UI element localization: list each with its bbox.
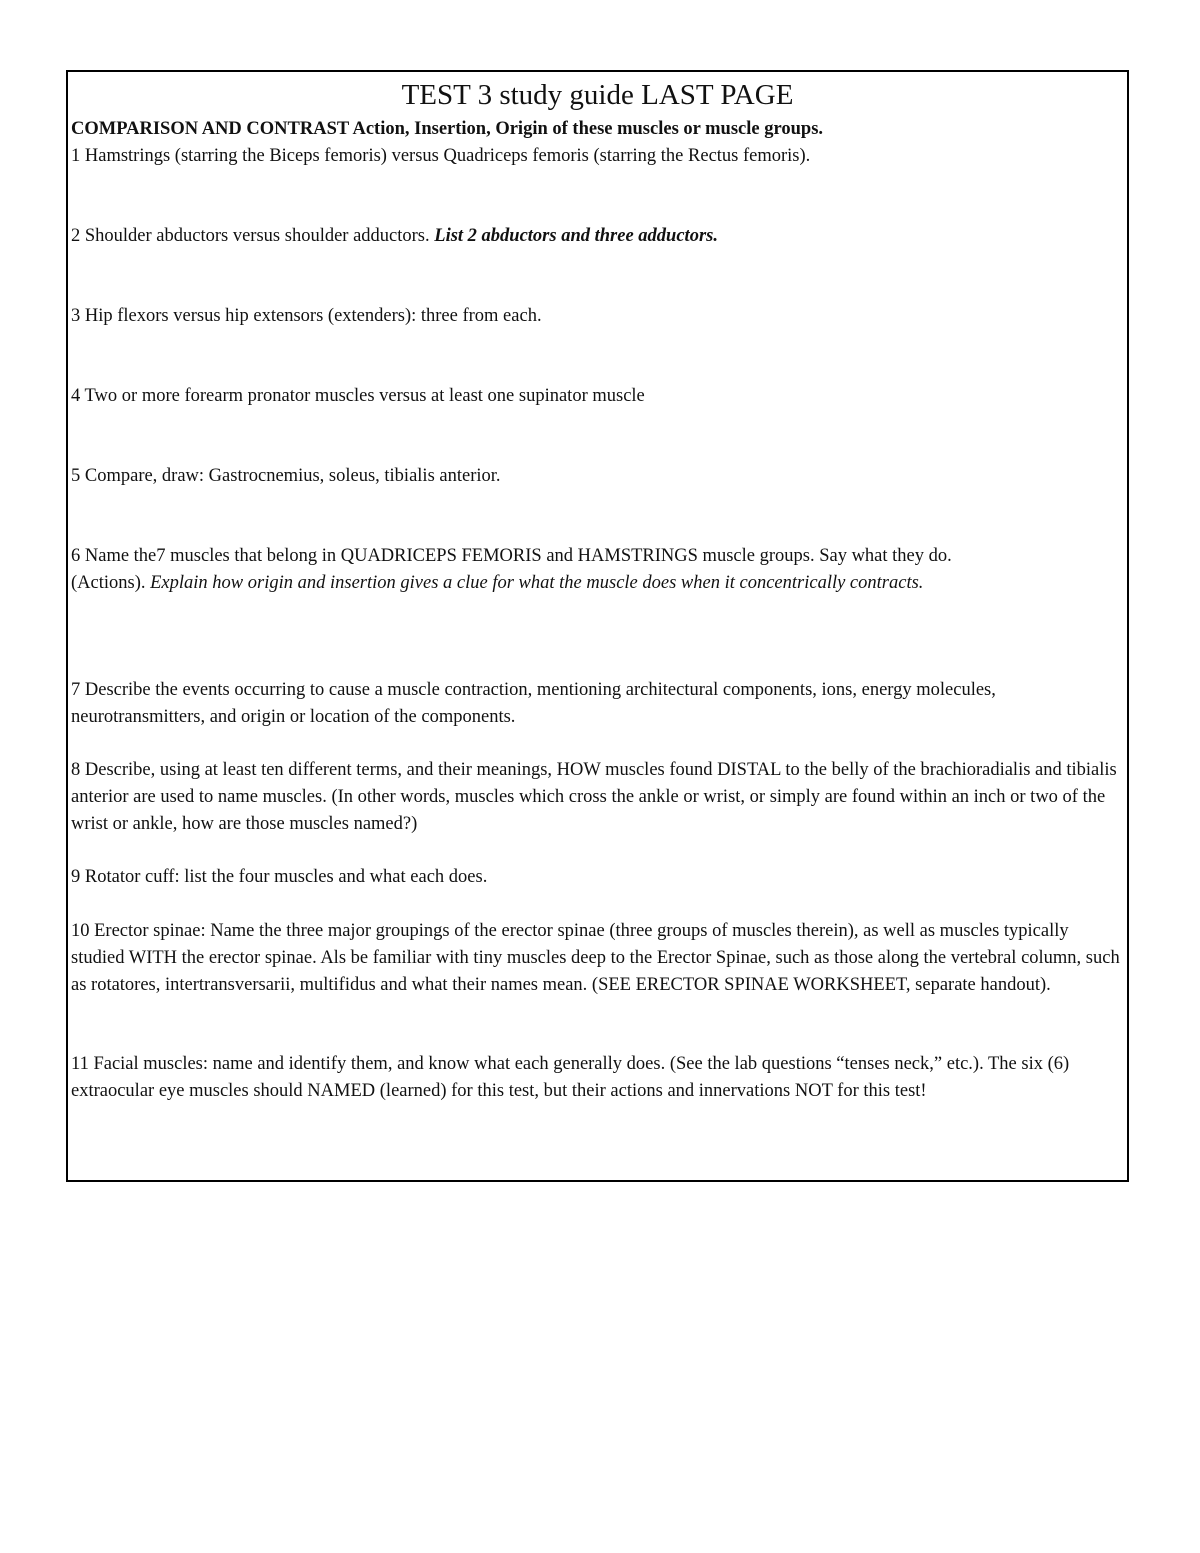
question-6-line-1: 6 Name the7 muscles that belong in QUADRICEPS FEMORIS and HAMSTRINGS muscle groups. Say what they do.: [71, 546, 952, 566]
question-2-text: 2 Shoulder abductors versus shoulder adductors.: [71, 226, 435, 246]
question-3: 3 Hip flexors versus hip extensors (extenders): three from each.: [71, 306, 542, 326]
study-guide-box: [66, 70, 1129, 1182]
question-7: 7 Describe the events occurring to cause a muscle contraction, mentioning architectural components, ions, energy molecules, neurotransmitters, and origin or location of the components.: [71, 680, 996, 727]
question-2: [71, 223, 1121, 250]
question-9: 9 Rotator cuff: list the four muscles and what each does.: [71, 867, 488, 887]
question-6-explain: Explain how origin and insertion gives a clue for what the muscle does when it concentrically contracts.: [150, 573, 924, 593]
question-6-line-2: [71, 570, 1121, 597]
question-11: 11 Facial muscles: name and identify them, and know what each generally does. (See the lab questions “tenses neck,” etc.). The six (6) extraocular eye muscles should NAMED (learned) for this test, but their actions and innervations NOT for this test!: [71, 1054, 1070, 1101]
question-6-actions: (Actions).: [71, 573, 151, 593]
question-10: 10 Erector spinae: Name the three major groupings of the erector spinae (three groups of muscles therein), as well as muscles typically studied WITH the erector spinae. Als be familiar with tiny muscles deep to the Erector Spinae, such as those along the vertebral column, such as rotatores, intertransversarii, multifidus and what their names mean. (SEE ERECTOR SPINAE WORKSHEET, separate handout).: [71, 921, 1120, 995]
question-1: 1 Hamstrings (starring the Biceps femoris) versus Quadriceps femoris (starring the Rectus femoris).: [71, 146, 811, 166]
question-2-emphasis: List 2 abductors and three adductors.: [434, 226, 718, 246]
question-8: 8 Describe, using at least ten different terms, and their meanings, HOW muscles found DISTAL to the belly of the brachioradialis and tibialis anterior are used to name muscles. (In other words, muscles which cross the ankle or wrist, or simply are found within an inch or two of the wrist or ankle, how are those muscles named?): [71, 760, 1117, 834]
page-title: TEST 3 study guide LAST PAGE: [401, 79, 794, 111]
question-5: 5 Compare, draw: Gastrocnemius, soleus, tibialis anterior.: [71, 466, 501, 486]
question-4: 4 Two or more forearm pronator muscles versus at least one supinator muscle: [71, 386, 645, 406]
section-heading: COMPARISON AND CONTRAST Action, Insertion, Origin of these muscles or muscle groups.: [71, 119, 824, 139]
